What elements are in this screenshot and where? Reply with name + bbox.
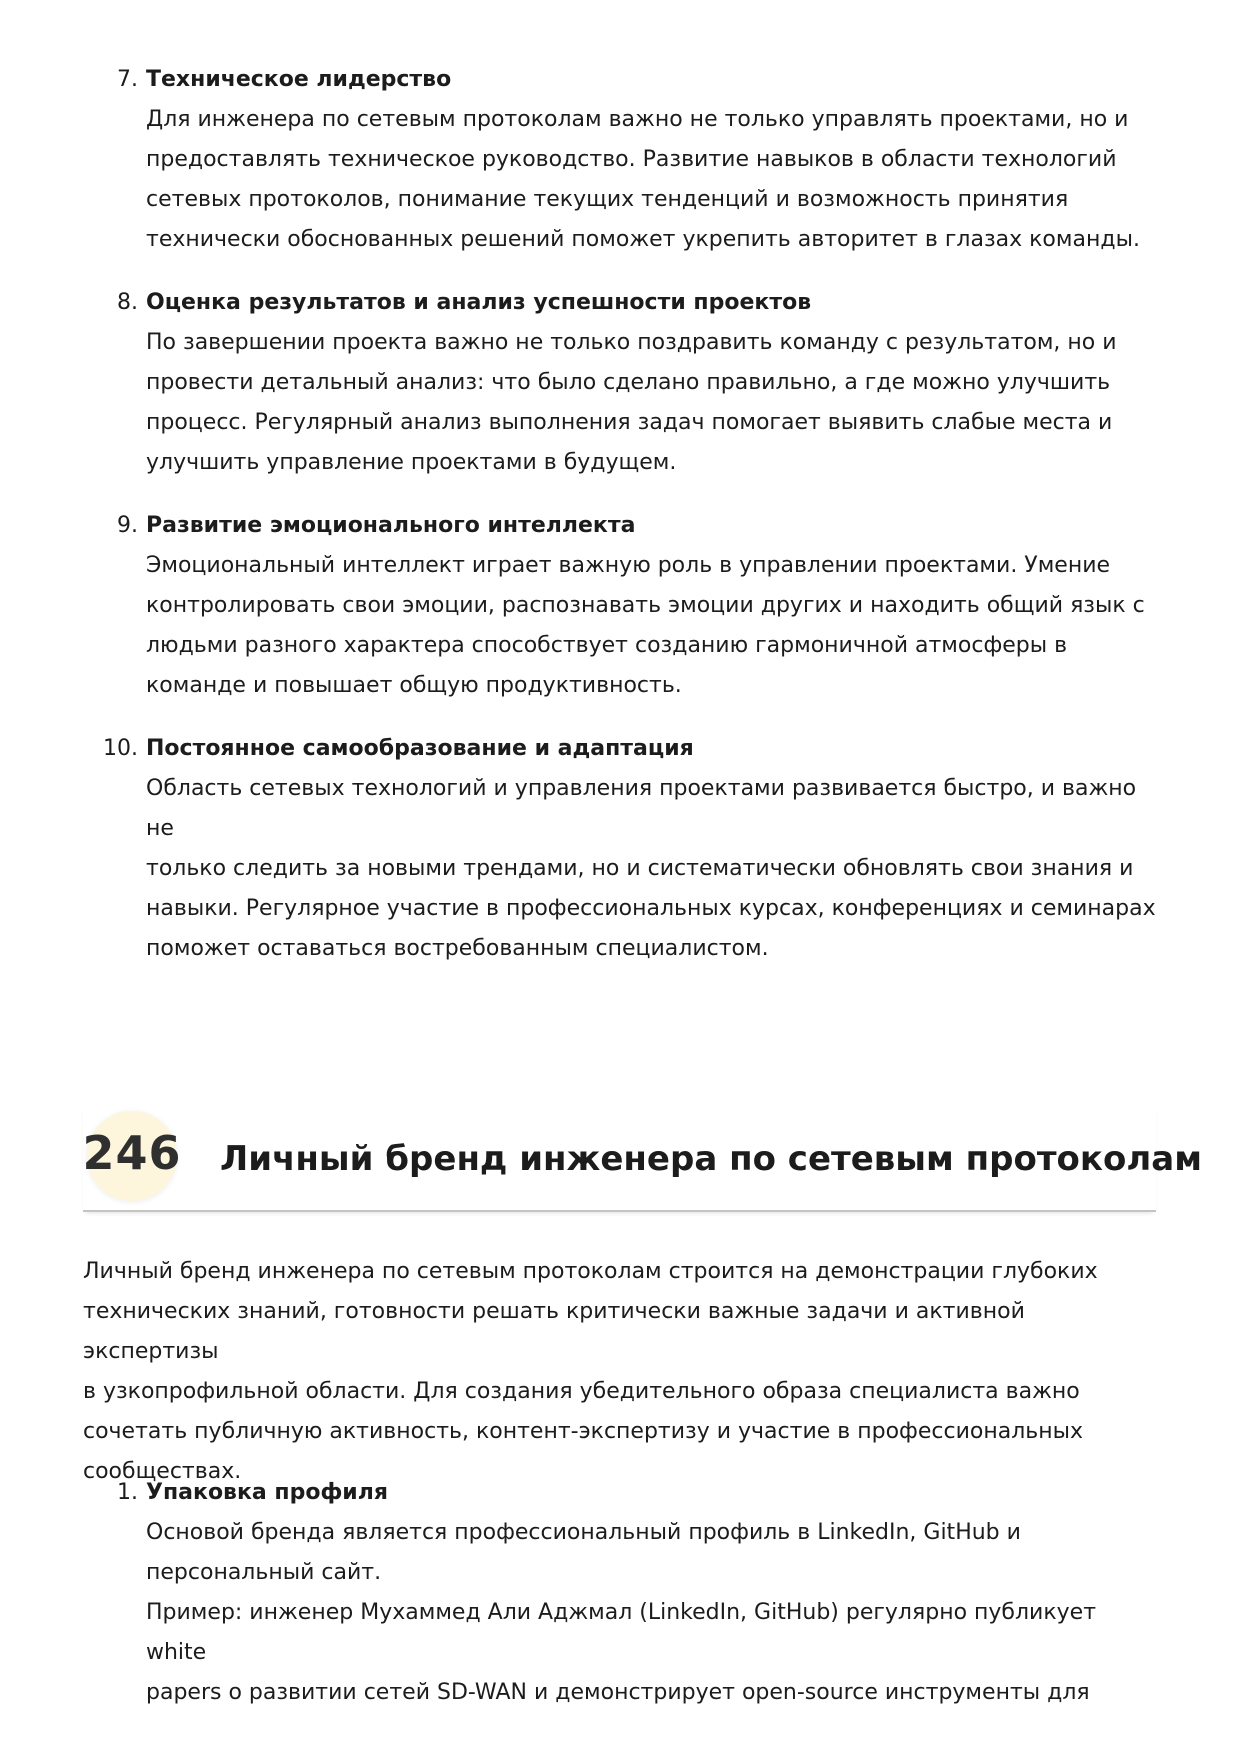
list-item-text-line: Пример: инженер Мухаммед Али Аджмал (LinkedIn, GitHub) регулярно публикует white <box>146 1600 1097 1665</box>
list-item-text-line: только следить за новыми трендами, но и систематически обновлять свои знания и <box>146 856 1134 881</box>
list-item-text-line: Эмоциональный интеллект играет важную роль в управлении проектами. Умение <box>146 553 1111 578</box>
list-item-title: Оценка результатов и анализ успешности проектов <box>146 290 812 315</box>
list-item-text-line: предоставлять техническое руководство. Развитие навыков в области технологий <box>146 147 1117 172</box>
section-intro-paragraph <box>83 1252 1156 1492</box>
list-item-number: 9. <box>117 513 138 538</box>
list-item-text-line: улучшить управление проектами в будущем. <box>146 450 677 475</box>
list-item-number: 10. <box>103 736 138 761</box>
list-item-number: 8. <box>117 290 138 315</box>
section-number: 246 <box>82 1126 182 1180</box>
section-title: Личный бренд инженера по сетевым протоколам <box>220 1139 1202 1179</box>
list-item-text-line: команде и повышает общую продуктивность. <box>146 673 682 698</box>
list-item-number: 7. <box>117 67 138 92</box>
list-item-text-line: технически обоснованных решений поможет укрепить авторитет в глазах команды. <box>146 227 1140 252</box>
list-item-title: Упаковка профиля <box>146 1480 388 1505</box>
intro-text-line: сообществах. <box>83 1459 242 1484</box>
list-item-text-line: Для инженера по сетевым протоколам важно не только управлять проектами, но и <box>146 107 1129 132</box>
list-item-text-line: поможет оставаться востребованным специалистом. <box>146 936 769 961</box>
list-item-text-line: навыки. Регулярное участие в профессиональных курсах, конференциях и семинарах <box>146 896 1156 921</box>
intro-text-line: сочетать публичную активность, контент-экспертизу и участие в профессиональных <box>83 1419 1084 1444</box>
section-header <box>82 1105 1202 1212</box>
list-item-text-line: процесс. Регулярный анализ выполнения задач помогает выявить слабые места и <box>146 410 1113 435</box>
list-item-text-line: людьми разного характера способствует созданию гармоничной атмосферы в <box>146 633 1068 658</box>
intro-text-line: Личный бренд инженера по сетевым протоколам строится на демонстрации глубоких <box>83 1259 1098 1284</box>
list-item-text-line: Область сетевых технологий и управления проектами развивается быстро, и важно не <box>146 776 1137 841</box>
list-item-title: Постоянное самообразование и адаптация <box>146 736 694 761</box>
list-item-text-line: Основой бренда является профессиональный профиль в LinkedIn, GitHub и <box>146 1520 1021 1545</box>
intro-text-line: технических знаний, готовности решать критически важные задачи и активной экспертизы <box>83 1299 1025 1364</box>
list-item-title: Развитие эмоционального интеллекта <box>146 513 636 538</box>
list-item-text-line: контролировать свои эмоции, распознавать эмоции других и находить общий язык с <box>146 593 1145 618</box>
list-item-text-line: персональный сайт. <box>146 1560 382 1585</box>
list-item-title: Техническое лидерство <box>146 67 452 92</box>
list-item-text-line: провести детальный анализ: что было сделано правильно, а где можно улучшить <box>146 370 1111 395</box>
intro-text-line: в узкопрофильной области. Для создания убедительного образа специалиста важно <box>83 1379 1080 1404</box>
list-item-text-line: papers о развитии сетей SD-WAN и демонстрирует open-source инструменты для <box>146 1680 1090 1705</box>
list-item-text-line: сетевых протоколов, понимание текущих тенденций и возможность принятия <box>146 187 1069 212</box>
list-item-text-line: По завершении проекта важно не только поздравить команду с результатом, но и <box>146 330 1117 355</box>
list-item-number: 1. <box>117 1480 138 1505</box>
